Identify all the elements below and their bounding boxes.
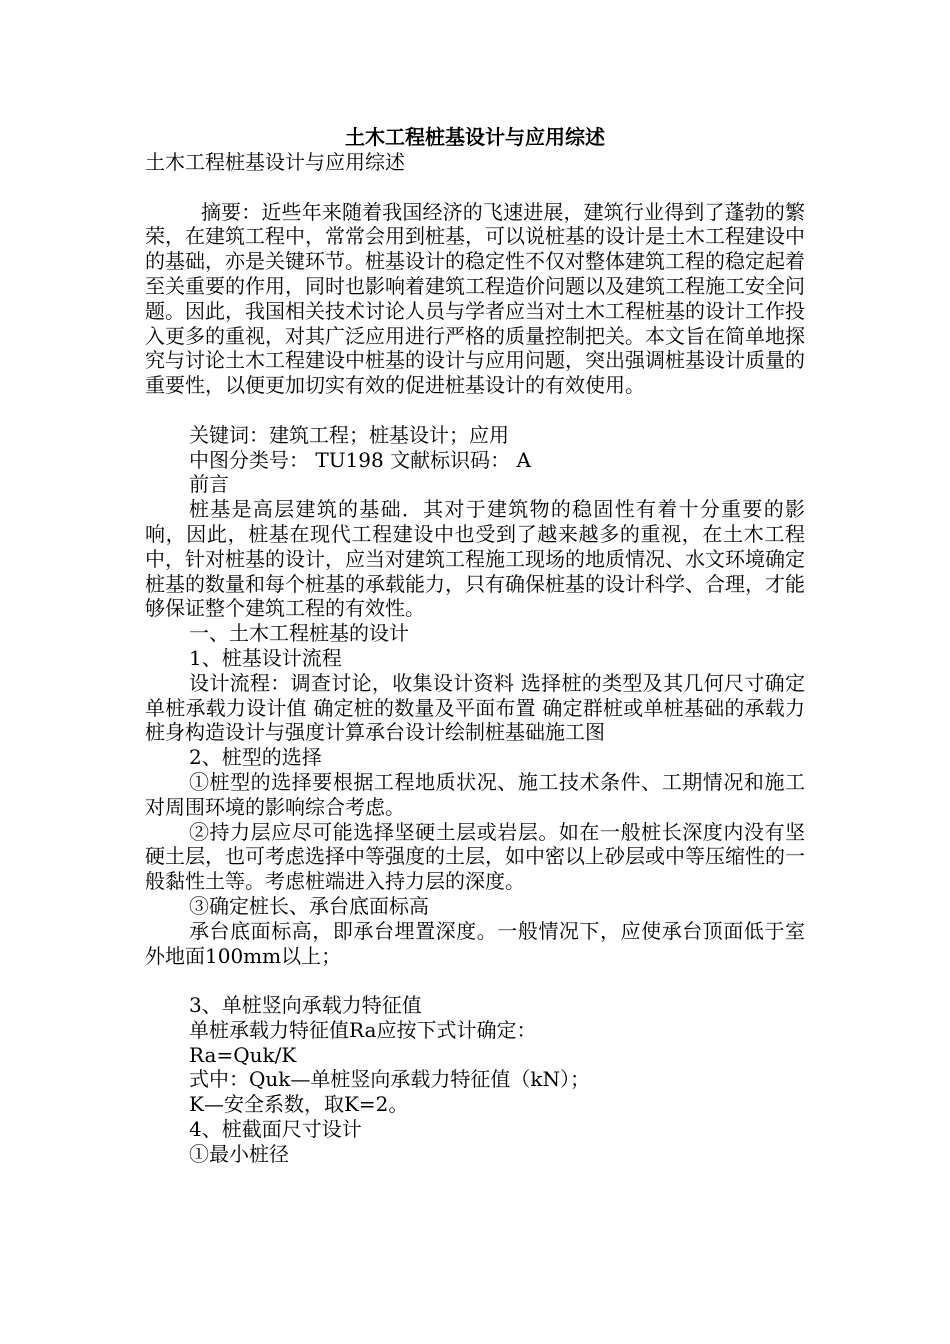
keywords-line: 关键词：建筑工程；桩基设计；应用 (189, 422, 509, 447)
subsection-3-formula: Ra=Quk/K (189, 1042, 297, 1067)
document-title: 土木工程桩基设计与应用综述 (345, 125, 605, 149)
preface-heading: 前言 (189, 472, 229, 497)
subsection-3-text: 单桩承载力特征值Ra应按下式计确定： (189, 1017, 537, 1042)
subsection-2-item-1: ①桩型的选择要根据工程地质状况、施工技术条件、工期情况和施工对周围环境的影响综合考虑。 (145, 769, 805, 819)
subsection-2-item-3: ③确定桩长、承台底面标高 (189, 893, 429, 918)
subsection-3-where: 式中：Quk—单桩竖向承载力特征值（kN）； (189, 1067, 591, 1092)
abstract-paragraph: 摘要：近些年来随着我国经济的飞速进展，建筑行业得到了蓬勃的繁荣，在建筑工程中，常常会用到桩基，可以说桩基的设计是土木工程建设中的基础，亦是关键环节。桩基设计的稳定性不仅对整体建筑工程的稳定起着至关重要的作用，同时也影响着建筑工程造价问题以及建筑工程施工安全问题。因此，我国相关技术讨论人员与学者应当对土木工程桩基的设计工作投入更多的重视，对其广泛应用进行严格的质量控制把关。本文旨在简单地探究与讨论土木工程建设中桩基的设计与应用问题，突出强调桩基设计质量的重要性，以便更加切实有效的促进桩基设计的有效使用。 (145, 199, 805, 398)
subsection-3-heading: 3、单桩竖向承载力特征值 (189, 993, 422, 1018)
subsection-4-item-1: ①最小桩径 (189, 1141, 289, 1166)
preface-paragraph: 桩基是高层建筑的基础．其对于建筑物的稳固性有着十分重要的影响，因此，桩基在现代工程建设中也受到了越来越多的重视，在土木工程中，针对桩基的设计，应当对建筑工程施工现场的地质情况、水文环境确定桩基的数量和每个桩基的承载能力，只有确保桩基的设计科学、合理，才能够保证整个建筑工程的有效性。 (145, 497, 805, 621)
classification-line: 中图分类号： TU198 文献标识码： A (189, 447, 531, 472)
blank-line (145, 398, 805, 423)
document-page (145, 124, 805, 1167)
blank-line (145, 175, 805, 200)
section-1-heading: 一、土木工程桩基的设计 (189, 621, 409, 646)
subsection-3-k: K—安全系数，取K=2。 (189, 1092, 409, 1117)
subsection-1-heading: 1、桩基设计流程 (189, 645, 342, 670)
subsection-2-item-2: ②持力层应尽可能选择坚硬土层或岩层。如在一般桩长深度内没有坚硬土层，也可考虑选择中等强度的土层，如中密以上砂层或中等压缩性的一般黏性土等。考虑桩端进入持力层的深度。 (145, 819, 805, 894)
subsection-1-text: 设计流程：调查讨论，收集设计资料 选择桩的类型及其几何尺寸确定单桩承载力设计值 确定桩的数量及平面布置 确定群桩或单桩基础的承载力桩身构造设计与强度计算承台设计绘制桩基础施工图 (145, 670, 805, 745)
subsection-2-item-3-text: 承台底面标高，即承台埋置深度。一般情况下，应使承台顶面低于室外地面100mm以上； (145, 918, 805, 968)
subsection-2-heading: 2、桩型的选择 (189, 745, 322, 770)
subsection-4-heading: 4、桩截面尺寸设计 (189, 1117, 362, 1142)
document-subtitle: 土木工程桩基设计与应用综述 (145, 150, 405, 174)
blank-line (145, 968, 805, 993)
